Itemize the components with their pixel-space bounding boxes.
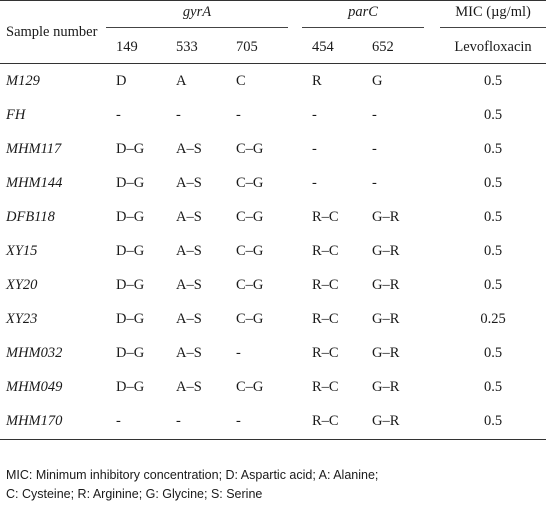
- gyra-705-cell: C–G: [236, 140, 264, 157]
- gyra-group-label: gyrA: [182, 4, 212, 20]
- gyra-149-cell: D–G: [116, 311, 145, 328]
- parc-454-cell: -: [312, 174, 317, 191]
- sample-number-cell: MHM049: [6, 379, 63, 396]
- gyra-705-cell: -: [236, 345, 241, 362]
- mic-value-cell: 0.5: [483, 140, 503, 157]
- mic-value-cell: 0.5: [483, 277, 503, 294]
- gyra-705-cell: C: [236, 72, 246, 89]
- sample-number-cell: XY23: [6, 311, 38, 328]
- mic-group-label: MIC (µg/ml): [455, 4, 531, 20]
- gyra-533-cell: A–S: [176, 208, 202, 225]
- row-spacer: [288, 64, 302, 99]
- mic-group-cell: [440, 1, 546, 32]
- gyra-705-cell: C–G: [236, 277, 264, 294]
- gyra-705-cell: C–G: [236, 208, 264, 225]
- gyra-533-cell: A–S: [176, 140, 202, 157]
- gyra-533-cell: -: [176, 106, 181, 123]
- position-header: 652: [362, 31, 424, 64]
- table-row: [0, 269, 546, 303]
- parc-652-cell: -: [372, 174, 377, 191]
- parc-652-cell: G–R: [372, 208, 400, 225]
- parc-454-cell: -: [312, 106, 317, 123]
- parc-454-cell: R–C: [312, 311, 339, 328]
- row-spacer: [424, 132, 440, 166]
- parc-652-cell: G–R: [362, 405, 424, 440]
- table-row: [0, 234, 546, 268]
- table-row: [0, 337, 546, 371]
- row-spacer: [424, 337, 440, 371]
- gyra-705-cell: C–G: [236, 243, 264, 260]
- group-spacer: [424, 1, 440, 32]
- footnote-line: C: Cysteine; R: Arginine; G: Glycine; S: Serine: [6, 487, 263, 501]
- position-spacer: [288, 31, 302, 64]
- gyra-705-cell: -: [226, 405, 288, 440]
- row-spacer: [424, 371, 440, 405]
- gyra-149-cell: D–G: [116, 345, 145, 362]
- table-row: [0, 405, 546, 440]
- row-spacer: [288, 405, 302, 440]
- gyra-149-cell: D–G: [116, 140, 145, 157]
- row-spacer: [288, 200, 302, 234]
- gyra-149-cell: D–G: [116, 277, 145, 294]
- parc-454-cell: R–C: [312, 345, 339, 362]
- parc-652-cell: -: [372, 106, 377, 123]
- parc-454-cell: R–C: [312, 277, 339, 294]
- row-spacer: [424, 64, 440, 99]
- gyra-group-cell: [106, 1, 288, 32]
- parc-652-cell: G–R: [372, 379, 400, 396]
- table-row: [0, 132, 546, 166]
- row-spacer: [424, 98, 440, 132]
- group-header-row: [0, 1, 546, 32]
- parc-group-label: parC: [348, 4, 378, 20]
- gyra-149-cell: D–G: [116, 243, 145, 260]
- row-spacer: [288, 303, 302, 337]
- sample-number-cell: DFB118: [6, 208, 55, 225]
- row-spacer: [288, 166, 302, 200]
- group-spacer: [288, 1, 302, 32]
- position-spacer: [424, 31, 440, 64]
- parc-652-cell: G–R: [372, 345, 400, 362]
- gyra-533-cell: A–S: [176, 345, 202, 362]
- gyra-533-cell: A: [176, 72, 187, 89]
- mic-value-cell: 0.5: [483, 379, 503, 396]
- row-spacer: [288, 234, 302, 268]
- mic-value-cell: 0.5: [483, 72, 503, 89]
- mic-value-cell: 0.5: [483, 174, 503, 191]
- parc-454-cell: R: [312, 72, 322, 89]
- row-spacer: [288, 269, 302, 303]
- sample-number-cell: XY20: [6, 277, 38, 294]
- table-row: [0, 200, 546, 234]
- parc-454-cell: -: [312, 140, 317, 157]
- row-spacer: [424, 269, 440, 303]
- row-spacer: [288, 371, 302, 405]
- row-spacer: [424, 405, 440, 440]
- table-body: [0, 64, 546, 440]
- gyra-705-cell: C–G: [236, 379, 264, 396]
- parc-454-cell: R–C: [312, 379, 339, 396]
- parc-454-cell: R–C: [312, 243, 339, 260]
- row-spacer: [424, 234, 440, 268]
- sample-number-cell: MHM144: [6, 174, 63, 191]
- position-header: 533: [166, 31, 226, 64]
- table-footnote: [6, 466, 542, 504]
- mic-value-cell: 0.5: [483, 208, 503, 225]
- gyra-533-cell: A–S: [176, 277, 202, 294]
- table-row: [0, 371, 546, 405]
- table-row: [0, 166, 546, 200]
- sample-number-label: Sample number: [6, 23, 98, 40]
- position-header: 454: [302, 31, 362, 64]
- parc-454-cell: R–C: [312, 208, 339, 225]
- row-spacer: [288, 132, 302, 166]
- gyra-149-cell: D–G: [116, 208, 145, 225]
- parc-group-cell: [302, 1, 424, 32]
- table-row: [0, 64, 546, 99]
- mic-value-cell: 0.25: [480, 311, 506, 328]
- parc-652-cell: G–R: [372, 277, 400, 294]
- mic-value-cell: 0.5: [483, 243, 503, 260]
- gyra-533-cell: A–S: [176, 174, 202, 191]
- sample-number-header: [0, 1, 106, 64]
- row-spacer: [424, 200, 440, 234]
- row-spacer: [424, 166, 440, 200]
- sample-number-cell: MHM117: [6, 140, 62, 157]
- table-row: [0, 303, 546, 337]
- antibiotic-header: Levofloxacin: [440, 31, 546, 64]
- parc-652-cell: G: [372, 72, 383, 89]
- position-header: 705: [226, 31, 288, 64]
- mic-value-cell: 0.5: [483, 345, 503, 362]
- row-spacer: [288, 337, 302, 371]
- footnote-line: MIC: Minimum inhibitory concentration; D: Aspartic acid; A: Alanine;: [6, 468, 379, 482]
- row-spacer: [288, 98, 302, 132]
- gyra-705-cell: C–G: [236, 311, 264, 328]
- gyra-533-cell: A–S: [176, 379, 202, 396]
- gyra-149-cell: D–G: [116, 174, 145, 191]
- mic-value-cell: 0.5: [483, 106, 503, 123]
- sample-number-cell: MHM170: [0, 405, 106, 440]
- position-header: 149: [106, 31, 166, 64]
- mic-value-cell: 0.5: [440, 405, 546, 440]
- gyra-705-cell: C–G: [236, 174, 264, 191]
- gyra-533-cell: A–S: [176, 311, 202, 328]
- parc-454-cell: R–C: [302, 405, 362, 440]
- sample-number-cell: MHM032: [6, 345, 63, 362]
- sample-number-cell: XY15: [6, 243, 38, 260]
- gyra-149-cell: -: [116, 106, 121, 123]
- gyra-149-cell: -: [106, 405, 166, 440]
- parc-652-cell: -: [372, 140, 377, 157]
- gyra-533-cell: -: [166, 405, 226, 440]
- parc-652-cell: G–R: [372, 311, 400, 328]
- gyra-705-cell: -: [236, 106, 241, 123]
- sample-number-cell: FH: [6, 106, 26, 123]
- table-row: [0, 98, 546, 132]
- gyra-149-cell: D–G: [116, 379, 145, 396]
- gyra-149-cell: D: [116, 72, 127, 89]
- gyra-533-cell: A–S: [176, 243, 202, 260]
- row-spacer: [424, 303, 440, 337]
- sample-number-cell: M129: [6, 72, 40, 89]
- parc-652-cell: G–R: [372, 243, 400, 260]
